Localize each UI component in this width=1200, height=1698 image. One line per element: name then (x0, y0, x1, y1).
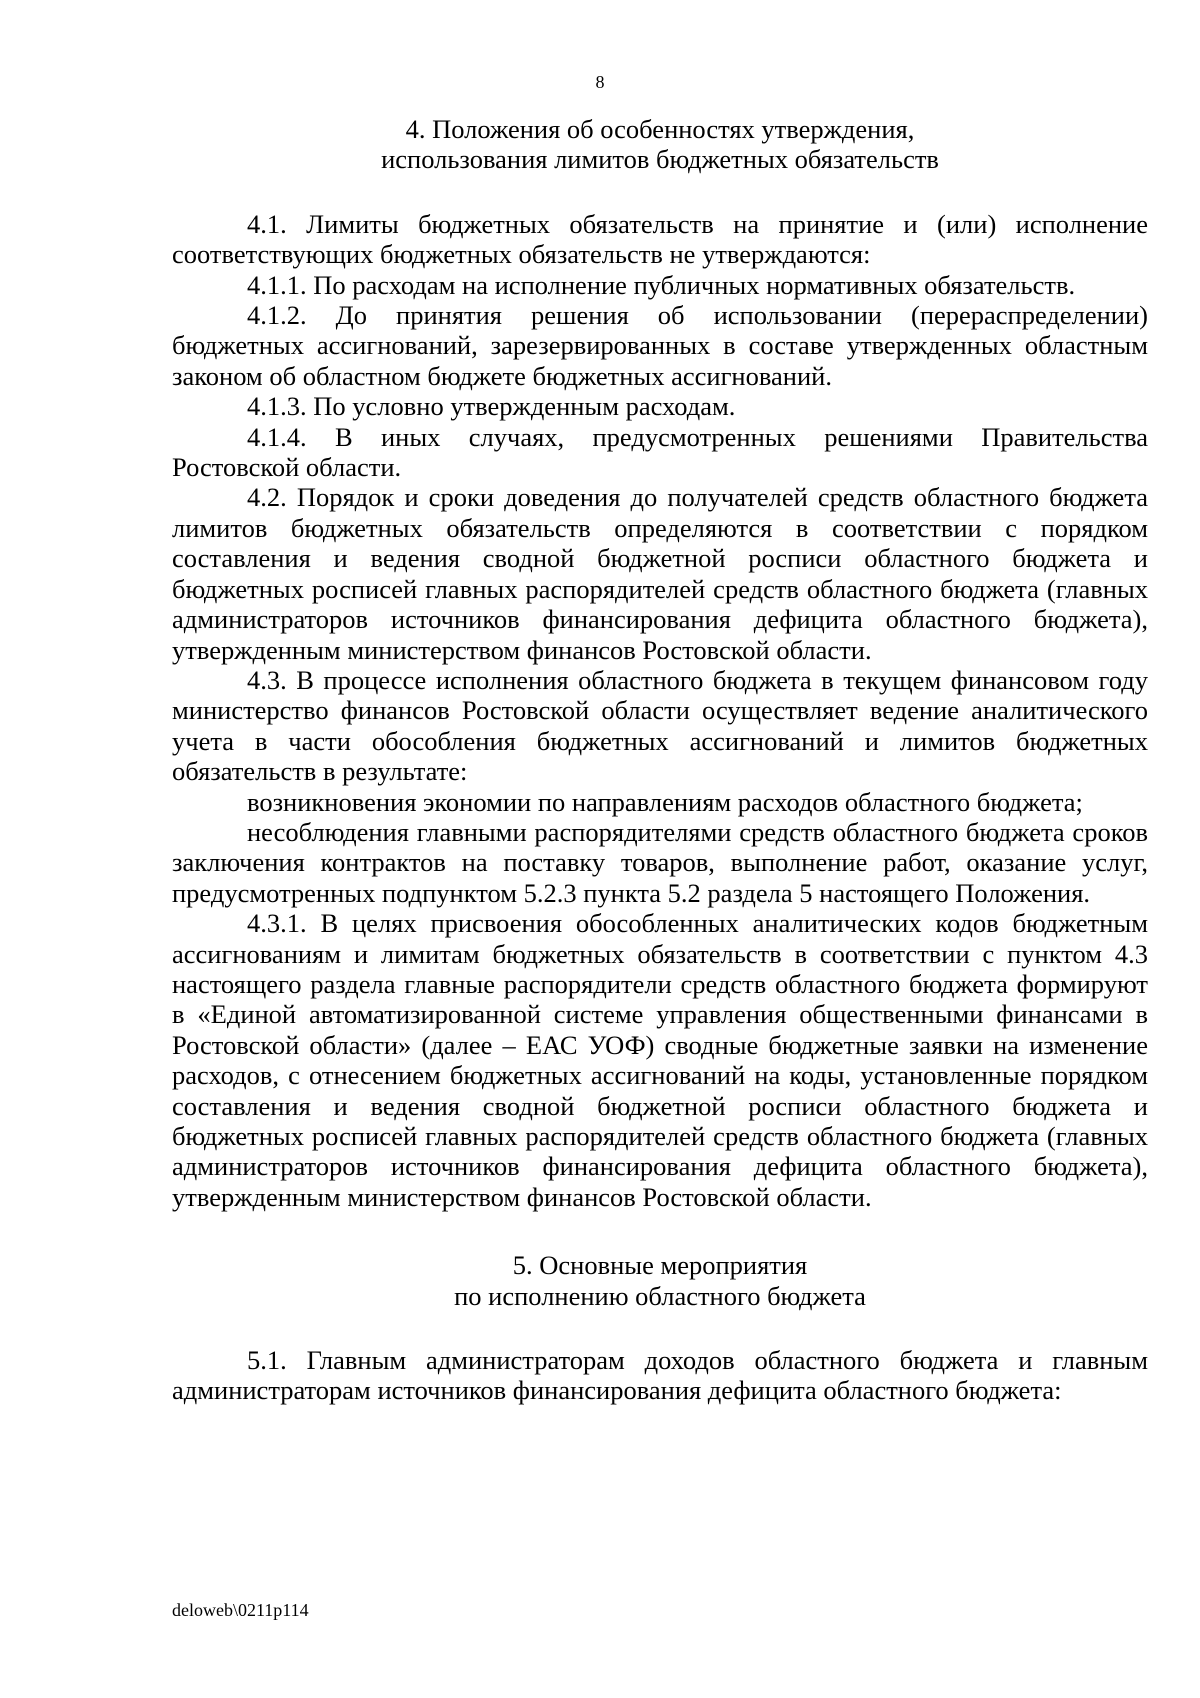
paragraph-4-2: 4.2. Порядок и сроки доведения до получателей средств областного бюджета лимитов бюджетных обязательств определяются в соответствии с порядком составления и ведения сводной бюджетной росписи областного бюджета и бюджетных росписей главных распорядителей средств областного бюджета (главных администраторов источников финансирования дефицита областного бюджета), утвержденным министерством финансов Ростовской области. (172, 482, 1148, 665)
paragraph-4-3: 4.3. В процессе исполнения областного бюджета в текущем финансовом году министерство финансов Ростовской области осуществляет ведение аналитического учета в части обособления бюджетных ассигнований и лимитов бюджетных обязательств в результате: (172, 664, 1148, 787)
section-5-heading-line-2: по исполнению областного бюджета (454, 1280, 866, 1311)
paragraph-4-3-item-2: несоблюдения главными распорядителями средств областного бюджета сроков заключения контрактов на поставку товаров, выполнение работ, оказание услуг, предусмотренных подпунктом 5.2.3 пункта 5.2 раздела 5 настоящего Положения. (172, 816, 1148, 908)
section-4-heading-line-1: 4. Положения об особенностях утверждения, (405, 114, 915, 144)
section-5-heading (172, 1250, 1148, 1311)
paragraph-4-3-1: 4.3.1. В целях присвоения обособленных аналитических кодов бюджетным ассигнованиям и лимитам бюджетных обязательств в соответствии с пунктом 4.3 настоящего раздела главные распорядители средств областного бюджета формируют в «Единой автоматизированной системе управления общественными финансами в Ростовской области» (далее – ЕАС УОФ) сводные бюджетные заявки на изменение расходов, с отнесением бюджетных ассигнований на коды, установленные порядком составления и ведения сводной бюджетной росписи областного бюджета и бюджетных росписей главных распорядителей средств областного бюджета (главных администраторов источников финансирования дефицита областного бюджета), утвержденным министерством финансов Ростовской области. (172, 908, 1148, 1212)
document-body (172, 114, 1148, 1406)
section-4-heading-line-2: использования лимитов бюджетных обязательств (381, 144, 939, 175)
document-footer-code: deloweb\0211p114 (172, 1600, 309, 1620)
paragraph-5-1: 5.1. Главным администраторам доходов областного бюджета и главным администраторам источников финансирования дефицита областного бюджета: (172, 1345, 1148, 1406)
page-number: 8 (595, 72, 605, 92)
section-4-heading (172, 114, 1148, 175)
spacer (172, 1212, 1148, 1250)
paragraph-4-3-item-1: возникновения экономии по направлениям расходов областного бюджета; (247, 786, 1083, 817)
spacer (172, 175, 1148, 209)
paragraph-4-1-4: 4.1.4. В иных случаях, предусмотренных решениями Правительства Ростовской области. (172, 421, 1148, 483)
paragraph-4-1-3: 4.1.3. По условно утвержденным расходам. (247, 391, 736, 422)
paragraph-4-1-2: 4.1.2. До принятия решения об использовании (перераспределении) бюджетных ассигнований, зарезервированных в составе утвержденных областным законом об областном бюджете бюджетных ассигнований. (172, 300, 1148, 391)
spacer (172, 1311, 1148, 1345)
paragraph-4-1: 4.1. Лимиты бюджетных обязательств на принятие и (или) исполнение соответствующих бюджетных обязательств не утверждаются: (172, 208, 1148, 270)
paragraph-4-1-1: 4.1.1. По расходам на исполнение публичных нормативных обязательств. (247, 269, 1076, 300)
section-5-heading-line-1: 5. Основные мероприятия (512, 1250, 808, 1281)
